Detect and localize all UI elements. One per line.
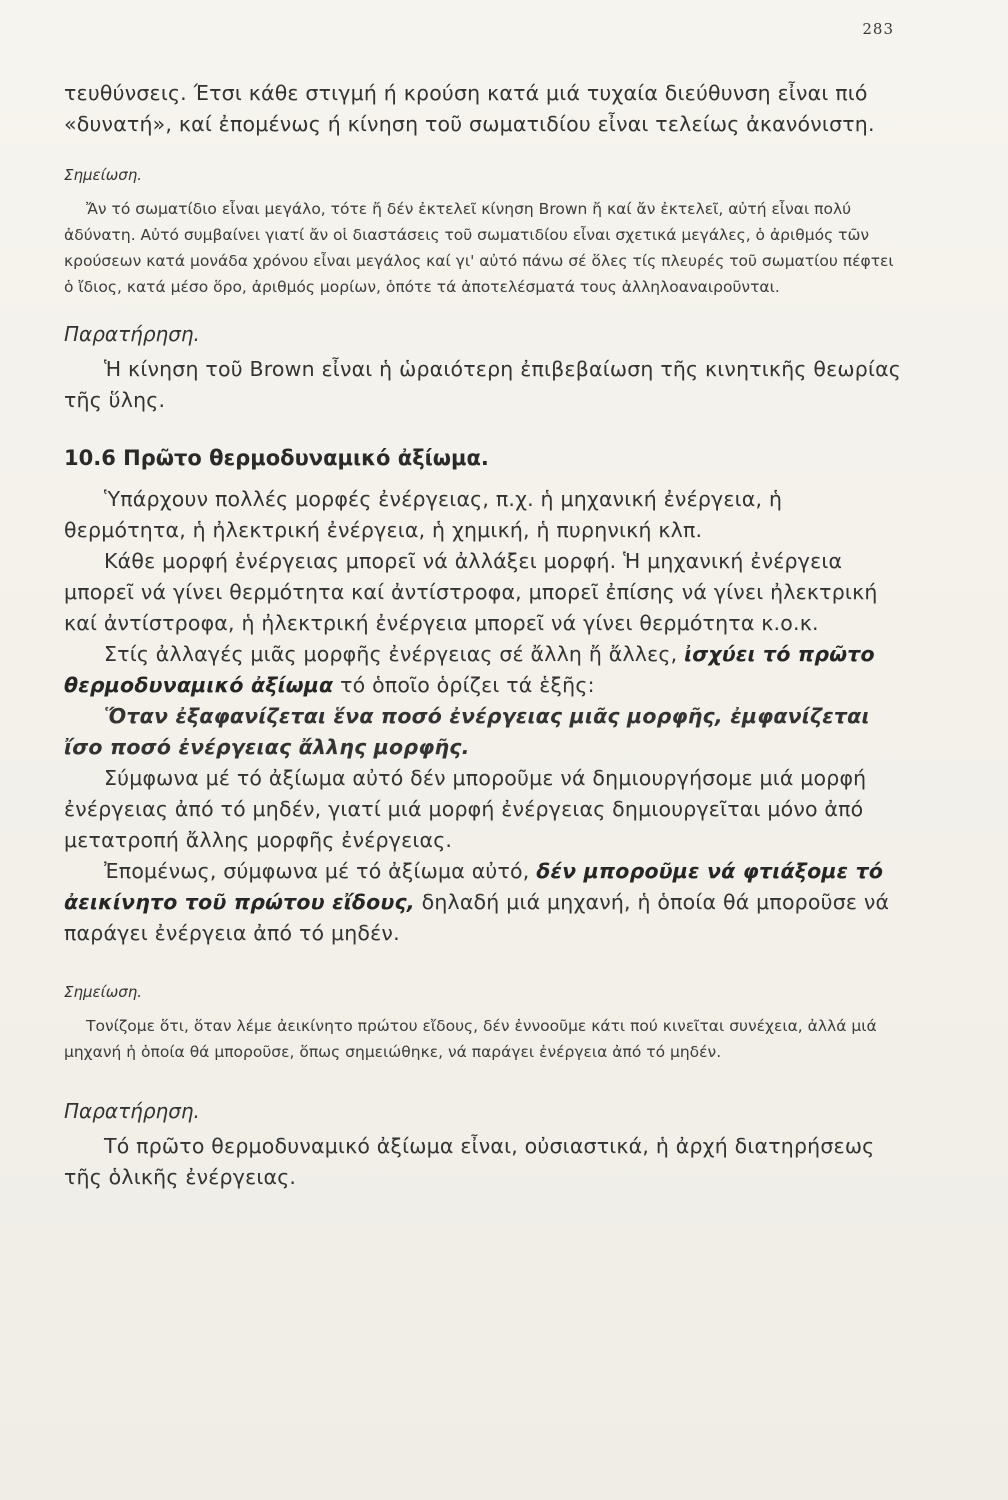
remark-label-2: Παρατήρηση.	[64, 1099, 200, 1123]
note-text-2: Τονίζομε ὅτι, ὅταν λέμε ἀεικίνητο πρώτου εἴδους, δέν ἐννοοῦμε κάτι πού κινεῖται συνέχεια, ἀλλά μιά μηχανή ἡ ὁποία θά μποροῦσε, ὅπως σημειώθηκε, νά παράγει ἐνέργεια ἀπό τό μηδέν.	[64, 1017, 877, 1061]
page-content	[64, 78, 904, 1193]
perpetual-definition: δηλαδή μιά μηχανή, ἡ ὁποία θά μποροῦσε νά παράγει ἐνέργεια ἀπό τό μηδέν.	[64, 890, 890, 945]
remark-text-2: Τό πρῶτο θερμοδυναμικό ἀξίωμα εἶναι, οὐσιαστικά, ἡ ἀρχή διατηρήσεως τῆς ὁλικῆς ἐνέργειας.	[64, 1134, 875, 1189]
remark-text: Ἡ κίνηση τοῦ Brown εἶναι ἡ ὡραιότερη ἐπιβεβαίωση τῆς κινητικῆς θεωρίας τῆς ὕλης.	[64, 357, 902, 412]
first-law-defines: τό ὁποῖο ὁρίζει τά ἑξῆς:	[340, 673, 595, 697]
section-paragraph-perpetual	[64, 856, 904, 949]
section-paragraph-conversion: Κάθε μορφή ἐνέργειας μπορεῖ νά ἀλλάξει μορφή. Ἡ μηχανική ἐνέργεια μπορεῖ νά γίνει θερμότητα καί ἀντίστροφα, μπορεῖ ἐπίσης νά γίνει ἠλεκτρική καί ἀντίστροφα, ἡ ἠλεκτρική ἐνέργεια μπορεῖ νά γίνει θερμότητα κ.ο.κ.	[64, 549, 878, 635]
first-law-emphasis: ἰσχύει τό πρῶτο θερμοδυναμικό ἀξίωμα	[64, 642, 875, 697]
note-text: Ἄν τό σωματίδιο εἶναι μεγάλο, τότε ἤ δέν ἐκτελεῖ κίνηση Brown ἤ καί ἄν ἐκτελεῖ, αὐτή εἶναι πολύ ἀδύνατη. Αὐτό συμβαίνει γιατί ἄν οἱ διαστάσεις τοῦ σωματιδίου εἶναι σχετικά μεγάλες, ὁ ἀριθμός τῶν κρούσεων κατά μονάδα χρόνου εἶναι μεγάλος καί γι' αὐτό πάνω σέ ὅλες τίς πλευρές τοῦ σωματίου πέφτει ὁ ἴδιος, κατά μέσο ὅρο, ἀριθμός μορίων, ὁπότε τά ἀποτελέσματά τους ἀλληλοαναιροῦνται.	[64, 200, 894, 296]
section-paragraph-forms: Ὑπάρχουν πολλές μορφές ἐνέργειας, π.χ. ἡ μηχανική ἐνέργεια, ἡ θερμότητα, ἡ ἠλεκτρική ἐνέργεια, ἡ χημική, ἡ πυρηνική κλπ.	[64, 487, 783, 542]
remark-label: Παρατήρηση.	[64, 322, 200, 346]
note-label: Σημείωση.	[64, 166, 143, 184]
first-law-statement: Ὅταν ἐξαφανίζεται ἕνα ποσό ἐνέργειας μιᾶς μορφῆς, ἐμφανίζεται ἴσο ποσό ἐνέργειας ἄλλης μορφῆς.	[64, 704, 870, 759]
section-paragraph-first-law	[64, 639, 904, 701]
perpetual-intro: Ἐπομένως, σύμφωνα μέ τό ἀξίωμα αὐτό,	[104, 859, 530, 883]
page-number: 283	[862, 20, 894, 38]
paragraph-continuation: τευθύνσεις. Έτσι κάθε στιγμή ή κρούση κατά μιά τυχαία διεύθυνση εἶναι πιό «δυνατή», καί ἐπομένως ή κίνηση τοῦ σωματιδίου εἶναι τελείως ἀκανόνιστη.	[64, 81, 875, 136]
section-title: 10.6 Πρῶτο θερμοδυναμικό ἀξίωμα.	[64, 446, 489, 470]
first-law-intro: Στίς ἀλλαγές μιᾶς μορφῆς ἐνέργειας σέ ἄλλη ἤ ἄλλες,	[104, 642, 678, 666]
note-label-2: Σημείωση.	[64, 983, 143, 1001]
perpetual-emphasis: δέν μποροῦμε νά φτιάξομε τό ἀεικίνητο τοῦ πρώτου εἴδους,	[64, 859, 884, 914]
section-paragraph-creation: Σύμφωνα μέ τό ἀξίωμα αὐτό δέν μποροῦμε νά δημιουργήσομε μιά μορφή ἐνέργειας ἀπό τό μηδέν, γιατί μιά μορφή ἐνέργειας δημιουργεῖται μόνο ἀπό μετατροπή ἄλλης μορφῆς ἐνέργειας.	[64, 766, 867, 852]
